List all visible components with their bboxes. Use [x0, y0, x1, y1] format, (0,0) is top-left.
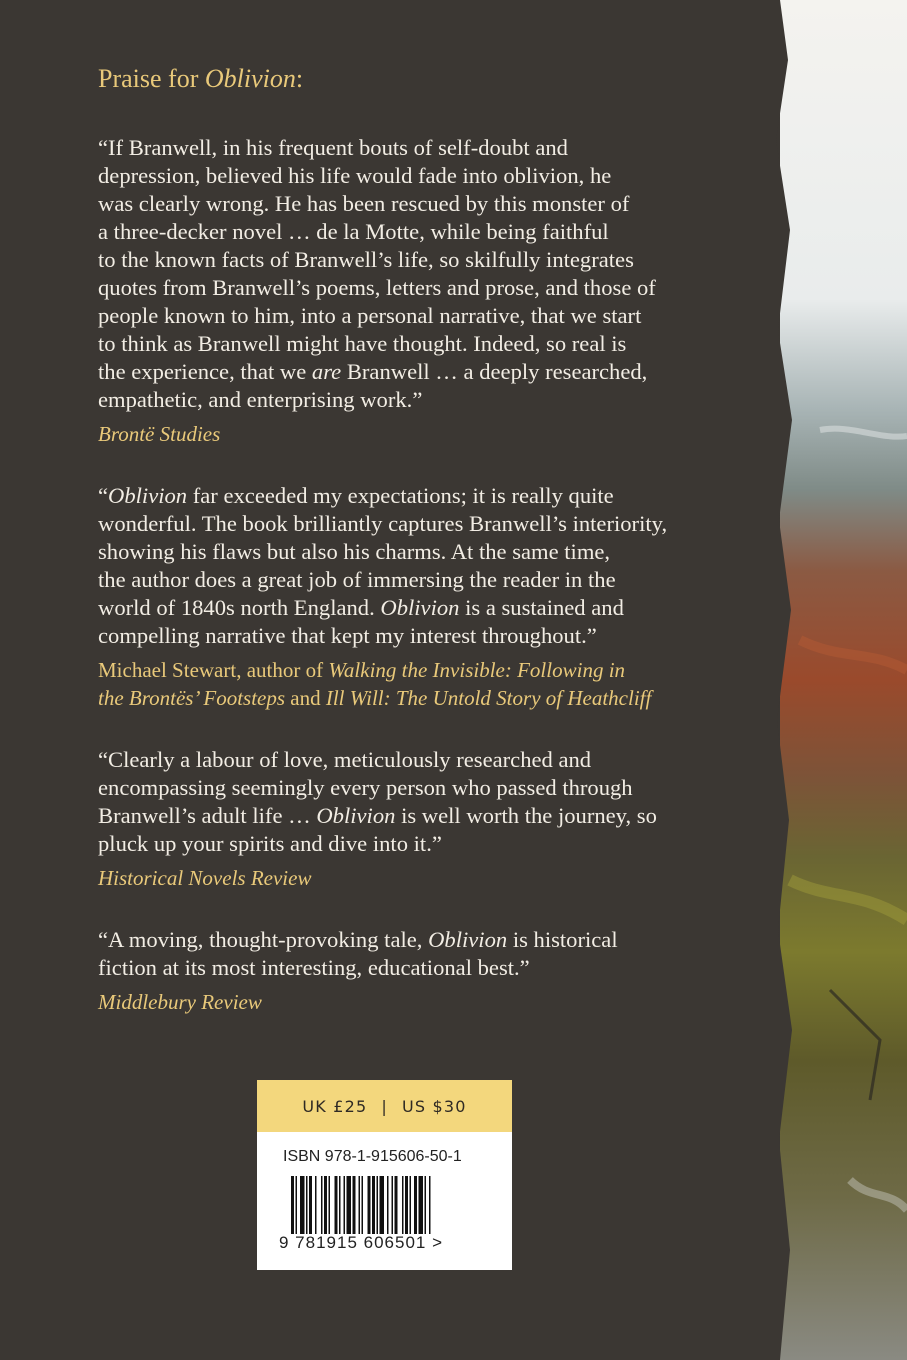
- quote-text: is well worth the journey, so: [395, 803, 657, 828]
- quote-text: “A moving, thought-provoking tale,: [98, 927, 429, 952]
- praise-section: [98, 62, 688, 1044]
- review-historical-novels: [98, 746, 688, 892]
- text-line: [98, 482, 688, 510]
- praise-heading-suffix: :: [295, 64, 304, 93]
- barcode-bar: [306, 1176, 308, 1234]
- text-line: [98, 656, 688, 684]
- quote-text: showing his flaws but also his charms. At the same time,: [98, 539, 611, 564]
- text-line: [98, 274, 688, 302]
- quote-text: wonderful. The book brilliantly captures Branwell’s interiority,: [98, 511, 668, 536]
- barcode-bar: [419, 1176, 424, 1234]
- barcode-bar: [339, 1176, 341, 1234]
- barcode-bar: [362, 1176, 364, 1234]
- quote-text: the Brontës’ Footsteps: [98, 686, 286, 710]
- quote-text: encompassing seemingly every person who passed through: [98, 775, 633, 800]
- price-bar: [257, 1080, 512, 1132]
- italic-title-text: Oblivion: [380, 595, 460, 620]
- text-line: [98, 510, 688, 538]
- text-line: [98, 594, 688, 622]
- text-line: [98, 386, 688, 414]
- praise-heading-prefix: Praise for: [98, 64, 205, 93]
- barcode-bar: [315, 1176, 317, 1234]
- text-line: [98, 684, 688, 712]
- praise-heading-title: Oblivion: [204, 64, 296, 93]
- barcode-bar: [425, 1176, 427, 1234]
- text-line: [98, 954, 688, 982]
- barcode-bar: [347, 1176, 352, 1234]
- barcode-bars: [291, 1176, 481, 1234]
- quote-text: Branwell’s adult life …: [98, 803, 317, 828]
- text-line: [98, 774, 688, 802]
- text-line: [98, 302, 688, 330]
- review-bronte-studies: [98, 134, 688, 448]
- quote-text: quotes from Branwell’s poems, letters and prose, and those of: [98, 275, 656, 300]
- quote-text: people known to him, into a personal narrative, that we start: [98, 303, 642, 328]
- quote-text: Michael Stewart, author of: [98, 658, 329, 682]
- barcode-bar: [377, 1176, 379, 1234]
- text-line: [98, 926, 688, 954]
- text-line: [98, 622, 688, 650]
- text-line: [98, 330, 688, 358]
- barcode-bar: [353, 1176, 356, 1234]
- text-line: [98, 746, 688, 774]
- price-separator: |: [381, 1096, 388, 1116]
- text-line: [98, 218, 688, 246]
- barcode-bar: [429, 1176, 431, 1234]
- review-michael-stewart: [98, 482, 688, 712]
- barcode-bar: [414, 1176, 417, 1234]
- barcode-bar: [387, 1176, 389, 1234]
- text-line: [98, 538, 688, 566]
- quote-text: “If Branwell, in his frequent bouts of self-doubt and: [98, 135, 568, 160]
- italic-title-text: Oblivion: [428, 927, 508, 952]
- barcode-bar: [300, 1176, 305, 1234]
- barcode-bar: [344, 1176, 346, 1234]
- quote-text: the experience, that we: [98, 359, 312, 384]
- quote-text: Ill Will: The Untold Story of Heathcliff: [325, 686, 652, 710]
- review-source: Middlebury Review: [98, 990, 262, 1014]
- review-quote: [98, 482, 688, 650]
- text-line: [98, 802, 688, 830]
- quote-text: compelling narrative that kept my interest throughout.”: [98, 623, 597, 648]
- quote-text: world of 1840s north England.: [98, 595, 381, 620]
- quote-text: to think as Branwell might have thought. Indeed, so real is: [98, 331, 627, 356]
- barcode-bar: [324, 1176, 327, 1234]
- text-line: [98, 190, 688, 218]
- painting-strip: [770, 0, 907, 1360]
- text-line: [98, 246, 688, 274]
- barcode-number: 9 781915 606501 >: [279, 1233, 444, 1252]
- italic-title-text: are: [311, 359, 342, 384]
- quote-text: a three-decker novel … de la Motte, while being faithful: [98, 219, 609, 244]
- quote-text: Walking the Invisible: Following in: [328, 658, 626, 682]
- barcode-bar: [309, 1176, 312, 1234]
- barcode-box: [257, 1080, 512, 1270]
- text-line: [98, 566, 688, 594]
- quote-text: was clearly wrong. He has been rescued by this monster of: [98, 191, 630, 216]
- price-uk: UK £25: [302, 1096, 368, 1116]
- review-quote: [98, 746, 688, 858]
- barcode-bar: [402, 1176, 404, 1234]
- quote-text: “Clearly a labour of love, meticulously researched and: [98, 747, 592, 772]
- review-source: [98, 656, 688, 712]
- barcode-bar: [321, 1176, 323, 1234]
- barcode-bar: [372, 1176, 375, 1234]
- quote-text: empathetic, and enterprising work.”: [98, 387, 423, 412]
- quote-text: fiction at its most interesting, educational best.”: [98, 955, 530, 980]
- barcode-bar: [380, 1176, 385, 1234]
- quote-text: depression, believed his life would fade into oblivion, he: [98, 163, 612, 188]
- text-line: [98, 134, 688, 162]
- barcode-bar: [410, 1176, 412, 1234]
- quote-text: is historical: [507, 927, 618, 952]
- quote-text: is a sustained and: [459, 595, 624, 620]
- isbn-label: ISBN 978-1-915606-50-1: [283, 1148, 462, 1165]
- barcode-bar: [359, 1176, 361, 1234]
- review-source: Brontë Studies: [98, 422, 221, 446]
- barcode-bar: [291, 1176, 294, 1234]
- barcode-bar: [405, 1176, 408, 1234]
- quote-text: the author does a great job of immersing the reader in the: [98, 567, 616, 592]
- review-source: Historical Novels Review: [98, 866, 312, 890]
- barcode-bar: [329, 1176, 331, 1234]
- quote-text: pluck up your spirits and dive into it.”: [98, 831, 442, 856]
- barcode-bar: [296, 1176, 298, 1234]
- review-middlebury: [98, 926, 688, 1016]
- barcode-bar: [395, 1176, 398, 1234]
- quote-text: to the known facts of Branwell’s life, so skilfully integrates: [98, 247, 634, 272]
- price-us: US $30: [401, 1096, 467, 1116]
- barcode-bar: [368, 1176, 371, 1234]
- quote-text: far exceeded my expectations; it is really quite: [187, 483, 614, 508]
- quote-text: and: [285, 686, 326, 710]
- text-line: [98, 358, 688, 386]
- italic-title-text: Oblivion: [108, 483, 188, 508]
- text-line: [98, 830, 688, 858]
- review-quote: [98, 134, 688, 414]
- text-line: [98, 162, 688, 190]
- italic-title-text: Oblivion: [316, 803, 396, 828]
- praise-heading: [98, 62, 688, 96]
- barcode-bar: [335, 1176, 338, 1234]
- review-quote: [98, 926, 688, 982]
- quote-text: Branwell … a deeply researched,: [341, 359, 648, 384]
- quote-text: “: [98, 483, 109, 508]
- barcode-bar: [392, 1176, 394, 1234]
